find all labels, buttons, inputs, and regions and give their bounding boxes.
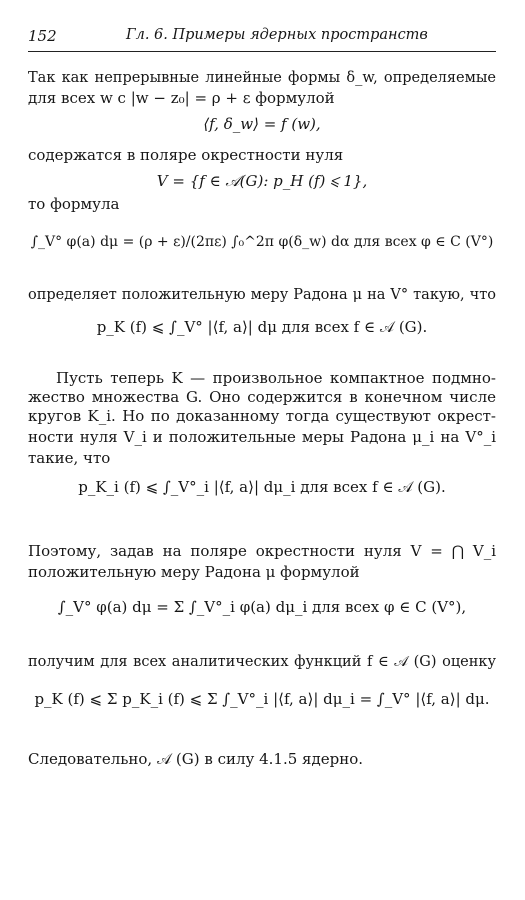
formula-polar-set: V = {f ∈ 𝒜(G): p_H (f) ⩽ 1}, — [156, 172, 368, 190]
paragraph-2-line-1: содержатся в поляре окрестности нуля — [28, 146, 344, 164]
paragraph-7-line-1: получим для всех аналитических функций f ∈ 𝒜 (G) оценку — [28, 654, 496, 670]
paragraph-5-line-4: ности нуля V_i и положительные меры Радона μ_i на V°_i — [28, 428, 496, 446]
paragraph-1-line-1: Так как непрерывные линейные формы δ_w, определяемые — [28, 70, 496, 86]
formula-delta-functional: ⟨f, δ_w⟩ = f (w), — [203, 115, 321, 133]
page-header — [28, 27, 496, 52]
paragraph-6-line-1: Поэтому, задав на поляре окрестности нуля V = ⋂ V_i — [28, 542, 496, 560]
paragraph-6-line-2: положительную меру Радона μ формулой — [28, 563, 360, 581]
paragraph-8-line-1: Следовательно, 𝒜 (G) в силу 4.1.5 ядерно. — [28, 750, 364, 768]
paragraph-5-line-2: жество множества G. Оно содержится в конечном числе — [28, 388, 496, 406]
paragraph-1-line-2: для всех w с |w − z₀| = ρ + ε формулой — [28, 89, 335, 107]
paragraph-5-line-3: кругов K_i. Но по доказанному тогда существуют окрест- — [28, 407, 496, 425]
running-head: Гл. 6. Примеры ядерных пространств — [126, 27, 428, 43]
paragraph-5-line-1: Пусть теперь K — произвольное компактное подмно- — [56, 369, 496, 387]
paragraph-4-line-1: определяет положительную меру Радона μ на V° такую, что — [28, 287, 496, 303]
formula-radon-measure-definition: ∫_V° φ(a) dμ = (ρ + ε)/(2πε) ∫₀^2π φ(δ_w) dα для всех φ ∈ C (V°) — [30, 234, 494, 250]
formula-seminorm-estimate: p_K (f) ⩽ ∫_V° |⟨f, a⟩| dμ для всех f ∈ 𝒜 (G). — [96, 318, 428, 336]
paragraph-5-line-5: такие, что — [28, 449, 111, 467]
page-number: 152 — [28, 27, 57, 45]
paragraph-3-line-1: то формула — [28, 195, 120, 213]
formula-final-estimate: p_K (f) ⩽ Σ p_K_i (f) ⩽ Σ ∫_V°_i |⟨f, a⟩| dμ_i = ∫_V° |⟨f, a⟩| dμ. — [34, 690, 490, 708]
formula-circle-estimate: p_K_i (f) ⩽ ∫_V°_i |⟨f, a⟩| dμ_i для всех f ∈ 𝒜 (G). — [78, 478, 446, 496]
formula-sum-measure: ∫_V° φ(a) dμ = Σ ∫_V°_i φ(a) dμ_i для всех φ ∈ C (V°), — [57, 598, 467, 616]
